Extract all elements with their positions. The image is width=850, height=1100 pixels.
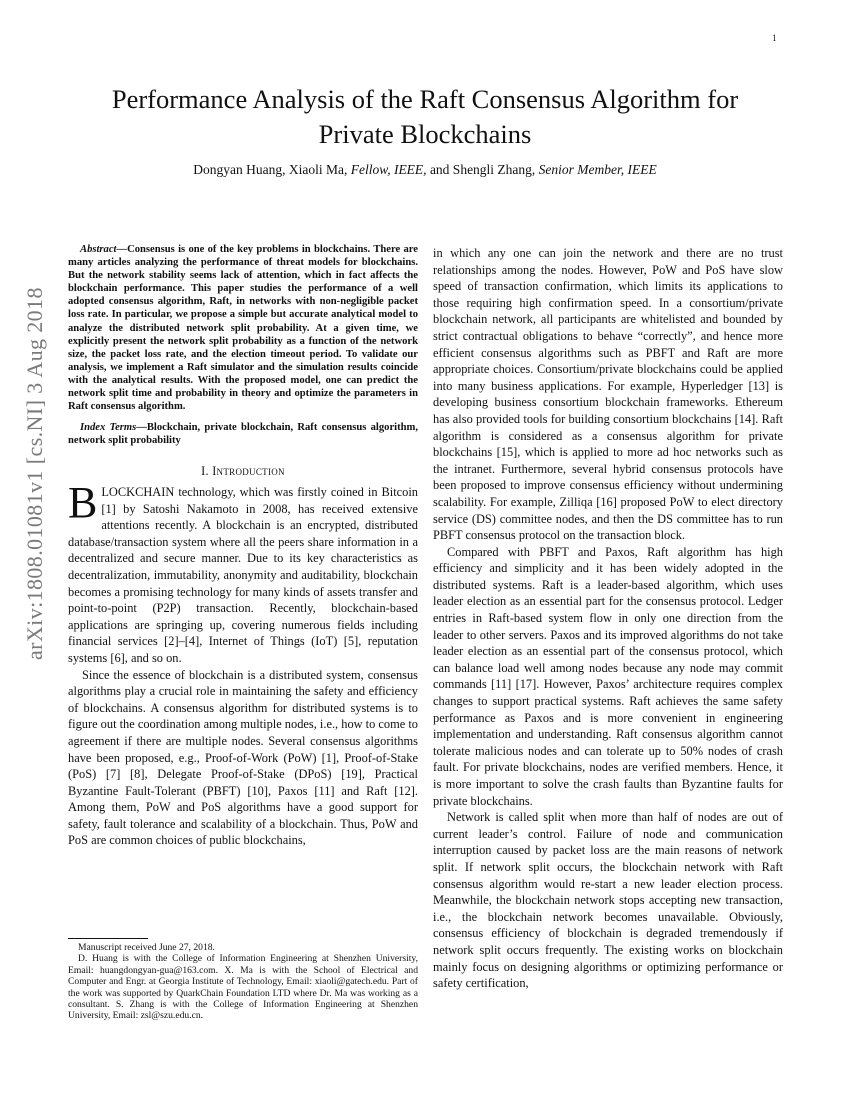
section-heading-introduction: I. Introduction [201,464,285,479]
abstract-label: Abstract [80,244,117,255]
page-number: 1 [772,33,777,43]
ma-title: Fellow, IEEE, [350,162,427,177]
index-terms-text: —Blockchain, private blockchain, Raft consensus algorithm, network split probability [68,422,418,447]
authors-part1: Dongyan Huang, Xiaoli Ma, [193,162,351,177]
authors-part2: and Shengli Zhang, [426,162,539,177]
right-paragraph-3: Network is called split when more than half of nodes are out of current leader’s control. Failure of node and communication interruption caused by packet loss are the main reasons of network split. If network split occurs, the blockchain network with Raft consensus algorithm would re-start a new leader election process. Meanwhile, the blockchain network stops accepting new transaction, i.e., the blockchain network becomes unavailable. Obviously, consensus efficiency of blockchain is degraded tremendously if network split occurs frequently. The existing works on blockchain mainly focus on designing algorithms or optimizing performance or safety certification, [433,810,783,991]
dropcap: B [68,478,98,527]
author-line [110,162,740,178]
right-column [433,245,783,992]
right-paragraph-1: in which any one can join the network and there are no trust relationships among the nodes. However, PoW and PoS have slow speed of transaction confirmation, which limits its applications to those requiring high confirmation speed. In a consortium/private blockchain network, all participants are whitelisted and bounded by strict contractual obligations to behave “correctly”, and hence more efficient consensus algorithms such as PBFT and Raft are more appropriate choices. Consortium/private blockchains could be applied into many business applications. For example, Hyperledger [13] is developing business consortium blockchain frameworks. Ethereum has also provided tools for building consortium blockchains [14]. Raft algorithm is considered as a consensus algorithm for private blockchains [15], which is applied to more ad hoc networks such as the intranet. Furthermore, several hybrid consensus protocols have been proposed to improve consensus efficiency without undermining scalability. For example, Zilliqa [16] proposed PoW to elect directory service (DS) committee nodes, and then the DS committee has to run PBFT consensus protocol on the transaction block. [433,246,783,543]
arxiv-stamp: arXiv:1808.01081v1 [cs.NI] 3 Aug 2018 [22,287,47,660]
intro-paragraph-1 [68,478,418,667]
zhang-title: Senior Member, IEEE [538,162,657,177]
left-column [68,243,418,849]
footnote-received: Manuscript received June 27, 2018. [78,942,215,953]
intro-paragraph-2: Since the essence of blockchain is a distributed system, consensus algorithms play a crucial role in maintaining the safety and efficiency of blockchains. A consensus algorithm for distributed systems is to figure out the coordination among multiple nodes, i.e., how to come to agreement if there are multiple nodes. Several consensus algorithms have been proposed, e.g., Proof-of-Work (PoW) [1], Proof-of-Stake (PoS) [7] [8], Delegate Proof-of-Stake (DPoS) [19], Practical Byzantine Fault-Tolerant (PBFT) [10], Paxos [11] and Raft [12]. Among them, PoW and PoS algorithms have a good support for safety, fault tolerance and scalability of a blockchain. Thus, PoW and PoS are common choices of public blockchains, [68,667,418,848]
abstract-text: —Consensus is one of the key problems in blockchains. There are many articles analyzing the performance of threat models for blockchains. But the network stability seems lack of attention, which in fact affects the blockchain performance. This paper studies the performance of a well adopted consensus algorithm, Raft, in networks with non-negligible packet loss rate. In particular, we propose a simple but accurate analytical model to analyze the distributed network split probability. At a given time, we explicitly present the network split probability as a function of the network size, the packet loss rate, and the election timeout period. To validate our analysis, we implement a Raft simulator and the simulation results coincide with the analytical results. With the proposed model, one can predict the network split time and probability in theory and optimize the parameters in Raft consensus algorithm. [68,244,418,413]
footnote-affiliations: D. Huang is with the College of Information Engineering at Shenzhen University, Email: huangdongyan-gua@163.com. X. Ma is with the School of Electrical and Computer and Engr. at Georgia Institute of Technology, Email: xiaoli@gatech.edu. Part of the work was supported by QuarkChain Foundation LTD where Dr. Ma was working as a consultant. S. Zhang is with the College of Information Engineering at Shenzhen University, Email: zsl@szu.edu.cn. [68,953,418,1022]
footnote-rule [68,938,148,939]
right-paragraph-2: Compared with PBFT and Paxos, Raft algorithm has high efficiency and simplicity and it has been widely adopted in the distributed systems. Raft is a leader-based algorithm, which uses leader election as an essential part for the consensus protocol. Ledger entries in Raft-based system flow in only one direction from the leader to other servers. Paxos and its improved algorithms do not take leader election as an essential part of the consensus protocol, which can balance load well among nodes because any node may commit commands [11] [17]. However, Paxos’ architecture requires complex changes to support practical systems. Raft achieves the same safety performance as Paxos and is more convenient in engineering implementation and understanding. Raft consensus algorithm cannot tolerate malicious nodes and can tolerate up to 50% nodes of crash fault. For private blockchains, nodes are verified members. Hence, it is more important to solve the crash faults than Byzantine faults for private blockchains. [433,544,783,808]
footnotes [68,938,418,1022]
index-terms [68,421,418,447]
abstract [68,243,418,413]
paper-title: Performance Analysis of the Raft Consensus Algorithm for Private Blockchains [111,84,739,149]
intro-paragraph-1-text: LOCKCHAIN technology, which was firstly coined in Bitcoin [1] by Satoshi Nakamoto in 2008, has received extensive attentions recently. A blockchain is an encrypted, distributed database/transaction system where all the peers share information in a decentralized and secure manner. Due to its key characteristics as decentralization, immutability, anonymity and auditability, blockchain becomes a promising technology for many kinds of assets transfer and point-to-point (P2P) transaction. Recently, blockchain-based applications are springing up, covering numerous fields including financial services [2]–[4], Internet of Things (IoT) [5], reputation systems [6], and so on. [68,485,418,665]
index-terms-label: Index Terms [80,422,137,434]
